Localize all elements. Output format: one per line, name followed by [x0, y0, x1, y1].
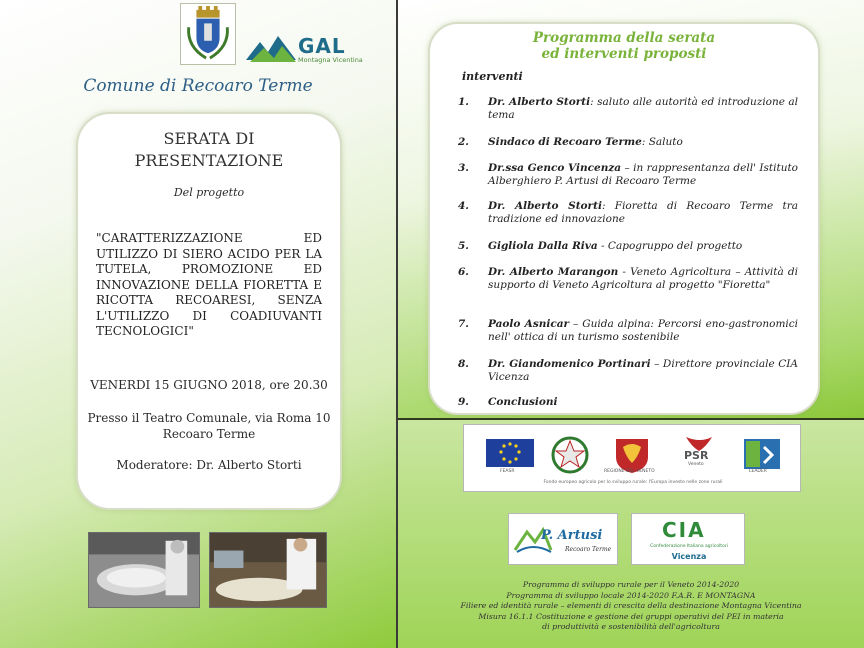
item-number: 7.: [458, 318, 469, 330]
item-text: : Saluto: [641, 136, 683, 148]
footer-line2: Programma di sviluppo locale 2014-2020 F.A.R. E MONTAGNA: [506, 590, 756, 600]
coat-of-arms-icon: [181, 4, 235, 64]
item-number: 5.: [458, 240, 469, 252]
item-text: – Guida alpina: Percorsi eno-gastronomici nell' ottica di un turismo sostenibile: [488, 318, 798, 343]
funding-logo-strip: [463, 424, 801, 492]
speaker-name: Dr. Alberto Marangon: [488, 266, 619, 278]
item-text: - Capogruppo del progetto: [597, 240, 743, 252]
program-title-line2: ed interventi proposti: [541, 46, 707, 62]
footer-line4: Misura 16.1.1 Costituzione e gestione dei gruppi operativi del PEI in materia: [478, 611, 784, 621]
program-card: [428, 22, 820, 415]
speaker-name: Conclusioni: [488, 396, 558, 408]
cia-logo: [631, 513, 745, 565]
venue-line1: Presso il Teatro Comunale, via Roma 10: [87, 410, 331, 425]
item-number: 1.: [458, 96, 469, 108]
gal-logo: [246, 30, 386, 66]
event-venue: [78, 410, 340, 442]
speaker-name: Paolo Asnicar: [488, 318, 570, 330]
moderator: Moderatore: Dr. Alberto Storti: [116, 457, 302, 472]
program-item: [458, 200, 798, 226]
item-number: 4.: [458, 200, 469, 212]
project-label: Del progetto: [173, 186, 245, 199]
program-title-line1: Programma della serata: [532, 30, 716, 46]
italian-emblem-icon: [550, 435, 590, 475]
event-heading-line1: SERATA DI: [163, 129, 255, 148]
speaker-name: Dr.ssa Genco Vincenza: [488, 162, 622, 174]
item-text: – in rappresentanza dell' Istituto Alberghiero P. Artusi di Recoaro Terme: [488, 162, 798, 187]
comune-title: Comune di Recoaro Terme: [83, 76, 313, 96]
artusi-subtitle: Recoaro Terme: [565, 546, 612, 553]
speaker-name: Gigliola Dalla Riva: [488, 240, 598, 252]
artusi-word: P. Artusi: [541, 528, 603, 543]
veneto-label: REGIONE DEL VENETO: [604, 469, 655, 474]
psr-sub: Veneto: [688, 462, 704, 467]
photo-cheese-making-2: [209, 532, 327, 608]
program-item: [458, 240, 798, 253]
item-number: 8.: [458, 358, 469, 370]
footer-line1: Programma di sviluppo rurale per il Veneto 2014-2020: [522, 580, 740, 589]
photo-cheese-making-1: [88, 532, 200, 608]
feasr-label: FEASR: [500, 469, 515, 474]
footer-line5: di produttività e sostenibilità dell'agricoltura: [542, 622, 720, 631]
event-date: VENERDI 15 GIUGNO 2018, ore 20.30: [90, 377, 328, 392]
speaker-name: Dr. Alberto Storti: [488, 96, 591, 108]
cia-city: Vicenza: [671, 552, 707, 561]
project-title: "CARATTERIZZAZIONE ED UTILIZZO DI SIERO ACIDO PER LA TUTELA, PROMOZIONE ED INNOVAZIONE DELLA FIORETTA E RICOTTA RECOARESI, SENZA L'UTILIZZO DI COADIUVANTI TECNOLOGICI": [96, 231, 322, 338]
item-text: – Direttore provinciale CIA Vicenza: [488, 358, 798, 383]
crest-logo: [180, 3, 236, 65]
artusi-logo: [508, 513, 618, 565]
mountain-icon: [246, 32, 296, 64]
item-number: 2.: [458, 136, 469, 148]
footer-line3: Filiere ed identità rurale – elementi di crescita della destinazione Montagna Vicentina: [460, 601, 802, 610]
item-number: 3.: [458, 162, 469, 174]
program-item: [458, 266, 798, 292]
photo-image: [89, 533, 199, 607]
footer-text: [398, 580, 864, 633]
event-heading: [78, 128, 340, 172]
leader-label: LEADER: [749, 469, 767, 474]
speaker-name: Dr. Giandomenico Portinari: [488, 358, 651, 370]
program-item: [458, 162, 798, 188]
photo-image: [210, 533, 326, 607]
speaker-name: Dr. Alberto Storti: [488, 200, 602, 212]
strip-caption: Fondo europeo agricolo per lo sviluppo rurale: l'Europa investe nelle zone rurali: [543, 480, 723, 485]
item-text: : Fioretta di Recoaro Terme tra tradizione ed innovazione: [488, 200, 798, 225]
psr-word: PSR: [684, 449, 709, 462]
program-item: [458, 396, 798, 409]
program-item: [458, 136, 798, 149]
gal-subtitle: Montagna Vicentina: [298, 56, 363, 64]
event-card: [76, 112, 342, 510]
item-number: 6.: [458, 266, 469, 278]
item-text: : saluto alle autorità ed introduzione al tema: [488, 96, 799, 121]
program-title: [430, 30, 818, 62]
item-number: 9.: [458, 396, 469, 408]
event-heading-line2: PRESENTAZIONE: [134, 151, 284, 170]
program-item: [458, 96, 798, 122]
item-text: - Veneto Agricoltura – Attività di supporto di Veneto Agricoltura al progetto "Fioretta": [488, 266, 798, 291]
program-item: [458, 318, 798, 344]
interventi-label: interventi: [462, 70, 523, 83]
venue-line2: Recoaro Terme: [162, 426, 256, 441]
speaker-name: Sindaco di Recoaro Terme: [488, 136, 642, 148]
gal-word: GAL: [298, 34, 346, 58]
cia-word: CIA: [662, 518, 706, 542]
program-item: [458, 358, 798, 384]
cia-subtitle: Confederazione Italiana agricoltori: [650, 544, 728, 549]
